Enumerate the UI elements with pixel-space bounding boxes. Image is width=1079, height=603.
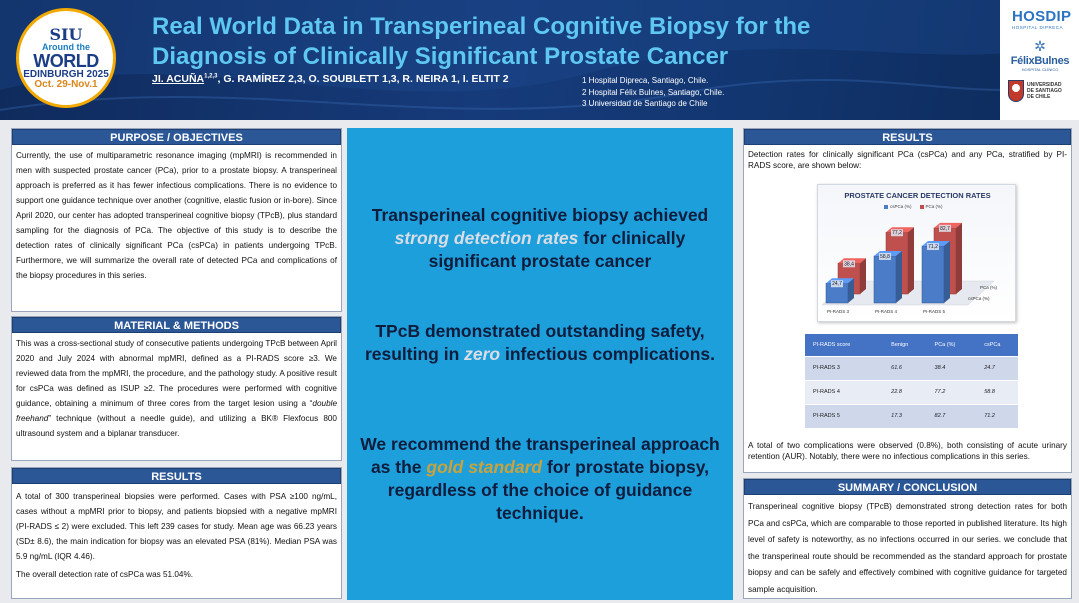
data-label: 82,7 xyxy=(940,225,950,232)
table-row xyxy=(805,356,1018,380)
depth-label-pca: PCa (%) xyxy=(980,285,998,290)
first-author: JI. ACUÑA xyxy=(152,73,205,85)
table-row xyxy=(805,404,1018,428)
logo-line-5: Oct. 29-Nov.1 xyxy=(34,78,98,90)
poster-header xyxy=(0,0,1079,120)
usach-name: UNIVERSIDAD DE SANTIAGO DE CHILE xyxy=(1027,82,1062,100)
methods-text-em: double freehand xyxy=(16,399,337,423)
hosdip-logo: HOSDIP xyxy=(1012,8,1072,25)
siu-logo xyxy=(16,8,116,108)
depth-label-cspca: csPCa (%) xyxy=(968,296,990,301)
table-row xyxy=(805,380,1018,404)
logo-line-2: Around the xyxy=(42,41,90,52)
x-tick-label: PI-RADS 3 xyxy=(826,309,850,314)
summary-section xyxy=(743,478,1072,599)
author-list xyxy=(152,73,552,85)
table-header: csPCa xyxy=(976,334,1018,356)
poster-title: Real World Data in Transperineal Cognitive Biopsy for the Diagnosis of Clinically Significant Prostate Cancer xyxy=(152,13,811,70)
usach-shield-icon xyxy=(1008,80,1024,102)
methods-title: MATERIAL & METHODS xyxy=(12,317,341,333)
left-results-overall: The overall detection rate of csPCa was 51.04%. xyxy=(16,570,194,579)
x-tick-label: PI-RADS 4 xyxy=(874,309,898,314)
summary-title: SUMMARY / CONCLUSION xyxy=(744,479,1071,495)
data-label: 38,4 xyxy=(844,261,854,268)
data-label: 77,2 xyxy=(892,230,902,237)
table-cell: 24.7 xyxy=(976,356,1018,380)
felix-bulnes-icon: ✲ xyxy=(1034,38,1046,54)
detection-rates-chart xyxy=(817,184,1016,322)
complications-text: A total of two complications were observed (0.8%), both consisting of acute urinary retention (AUR). Notably, there were no infectious complications in this series. xyxy=(748,441,1067,461)
claim-detection-em: strong detection rates xyxy=(394,228,579,248)
claim-recommendation-a: We recommend the transperineal approach as the xyxy=(360,434,720,477)
bar-side-pca xyxy=(908,227,914,294)
claim-safety-a: TPcB demonstrated outstanding safety, resulting in xyxy=(364,321,705,364)
claim-detection-a: Transperineal cognitive biopsy achieved xyxy=(371,205,709,225)
data-label: 24,7 xyxy=(832,281,842,288)
affiliation-2: 2 Hospital Félix Bulnes, Santiago, Chile. xyxy=(582,87,725,97)
logo-line-3: WORLD xyxy=(33,50,99,71)
purpose-text: Currently, the use of multiparametric resonance imaging (mpMRI) is recommended in men with suspected prostate cancer (PCa), prior to a prostate biopsy. A transperineal approach is preferred as it has fewer infectious complications. There is no evidence to support one guidance technique over another (cognitive, elastic fusion or in-bore). Since April 2020, our center has adopted transperineal cognitive biopsy (TPcB), plus standard sampling for the diagnosis of PCa. The objective of this study is to describe the detection rates of clinically significant PCa (csPCa) in patients undergoing TPcB. Furthermore, we will summarize the overall rate of detected PCa and complications of the biopsy procedures in this series. xyxy=(16,151,337,280)
legend-label-pca: PCa (%) xyxy=(925,204,943,209)
table-cell: PI-RADS 4 xyxy=(805,380,883,404)
felix-bulnes-name: FélixBulnes xyxy=(1010,55,1070,67)
table-cell: 22.8 xyxy=(883,380,926,404)
first-author-sup: 1,2,3 xyxy=(204,73,218,80)
claim-recommendation-b: for prostate biopsy, regardless of the choice of guidance technique. xyxy=(387,457,710,523)
logo-line-1: SIU xyxy=(49,24,83,44)
claim-safety xyxy=(357,320,723,366)
bar-side-cspca xyxy=(944,241,950,303)
affiliation-1: 1 Hospital Dipreca, Santiago, Chile. xyxy=(582,76,709,85)
logo-line-4: EDINBURGH 2025 xyxy=(23,68,109,80)
key-findings-panel xyxy=(347,128,733,600)
table-header: Benign xyxy=(883,334,926,356)
affiliation-3: 3 Universidad de Santiago de Chile xyxy=(582,99,708,108)
felix-bulnes-logo xyxy=(1008,38,1072,72)
claim-detection xyxy=(357,204,723,273)
x-tick-label: PI-RADS 5 xyxy=(922,309,946,314)
methods-text-a: This was a cross-sectional study of consecutive patients undergoing TPcB between April 2020 and July 2024 with abnormal mpMRI, defined as a PI-RADS score ≥3. We reviewed data from the mpMRI, the procedure, and the pathology study. A positive result for csPCa was defined as ISUP ≥2. The procedures were performed with cognitive guidance, obtaining a minimum of three cores from the target lesion using a “ xyxy=(16,339,337,408)
table-cell: PI-RADS 3 xyxy=(805,356,883,380)
purpose-title: PURPOSE / OBJECTIVES xyxy=(12,129,341,145)
table-cell: 71.2 xyxy=(976,404,1018,428)
table-header: PI-RADS score xyxy=(805,334,883,356)
chart-title: PROSTATE CANCER DETECTION RATES xyxy=(844,191,991,200)
left-results-title: RESULTS xyxy=(12,468,341,484)
right-results-title: RESULTS xyxy=(744,129,1071,145)
bar-side-pca xyxy=(860,258,866,294)
purpose-section xyxy=(11,128,342,312)
methods-text xyxy=(12,333,341,444)
right-results-intro: Detection rates for clinically significant PCa (csPCa) and any PCa, stratified by PI-RADS score, are shown below: xyxy=(748,150,1067,170)
table-cell: 82.7 xyxy=(927,404,977,428)
claim-recommendation xyxy=(357,433,723,525)
usach-logo xyxy=(1008,80,1067,102)
table-cell: 38.4 xyxy=(927,356,977,380)
bar-side-pca xyxy=(956,223,962,294)
institution-logos xyxy=(1000,0,1079,120)
claim-safety-em: zero xyxy=(464,344,501,364)
table-header: PCa (%) xyxy=(927,334,977,356)
chart-plot xyxy=(818,185,1017,323)
legend-label-cspca: csPCa (%) xyxy=(890,204,912,209)
table-cell: PI-RADS 5 xyxy=(805,404,883,428)
methods-text-b: ” technique (without a needle guide), and utilizing a BK® Flexfocus 800 ultrasound system and a biplanar transducer. xyxy=(16,414,337,438)
left-results-section xyxy=(11,467,342,599)
left-results-text: A total of 300 transperineal biopsies were performed. Cases with PSA ≥100 ng/mL, cases without a mpMRI prior to biopsy, and patients biopsied with a negative mpMRI (PI-RADS ≤ 2) were excluded. This left 239 cases for study. Mean age was 66.23 years (SD± 8.6), the main indication for biopsy was an elevated PSA (81%). Median PSA was 5.9 ng/mL (IQR 4.46). xyxy=(16,492,337,561)
other-authors: , G. RAMÍREZ 2,3, O. SOUBLETT 1,3, R. NEIRA 1, I. ELTIT 2 xyxy=(217,73,509,85)
claim-recommendation-em: gold standard xyxy=(426,457,543,477)
table-cell: 17.3 xyxy=(883,404,926,428)
data-label: 58,8 xyxy=(880,253,890,260)
claim-detection-b: for clinically significant prostate cancer xyxy=(428,228,686,271)
bar-cspca xyxy=(874,253,896,303)
felix-bulnes-sub: HOSPITAL CLÍNICO xyxy=(1021,67,1059,72)
methods-section xyxy=(11,316,342,461)
bar-side-cspca xyxy=(896,251,902,303)
table-cell: 77.2 xyxy=(927,380,977,404)
claim-safety-b: infectious complications. xyxy=(500,344,716,364)
detection-table xyxy=(805,334,1018,428)
data-label: 71,2 xyxy=(928,244,938,251)
affiliations xyxy=(582,75,832,110)
hosdip-logo-sub: HOSPITAL DIPRECA xyxy=(1012,25,1064,30)
table-header-row xyxy=(805,334,1018,356)
bar-cspca xyxy=(922,246,944,303)
summary-text: Transperineal cognitive biopsy (TPcB) demonstrated strong detection rates for both PCa and csPCa, which are comparable to those reported in published literature. Its high level of safety is noteworthy, as no infections occurred in our series. we conclude that the transperineal route should be recommended as the standard approach for prostate biopsy and can be safely and effectively combined with cognitive guidance for targeted sample acquisition. xyxy=(748,502,1067,594)
table-cell: 61.6 xyxy=(883,356,926,380)
table-cell: 58.8 xyxy=(976,380,1018,404)
